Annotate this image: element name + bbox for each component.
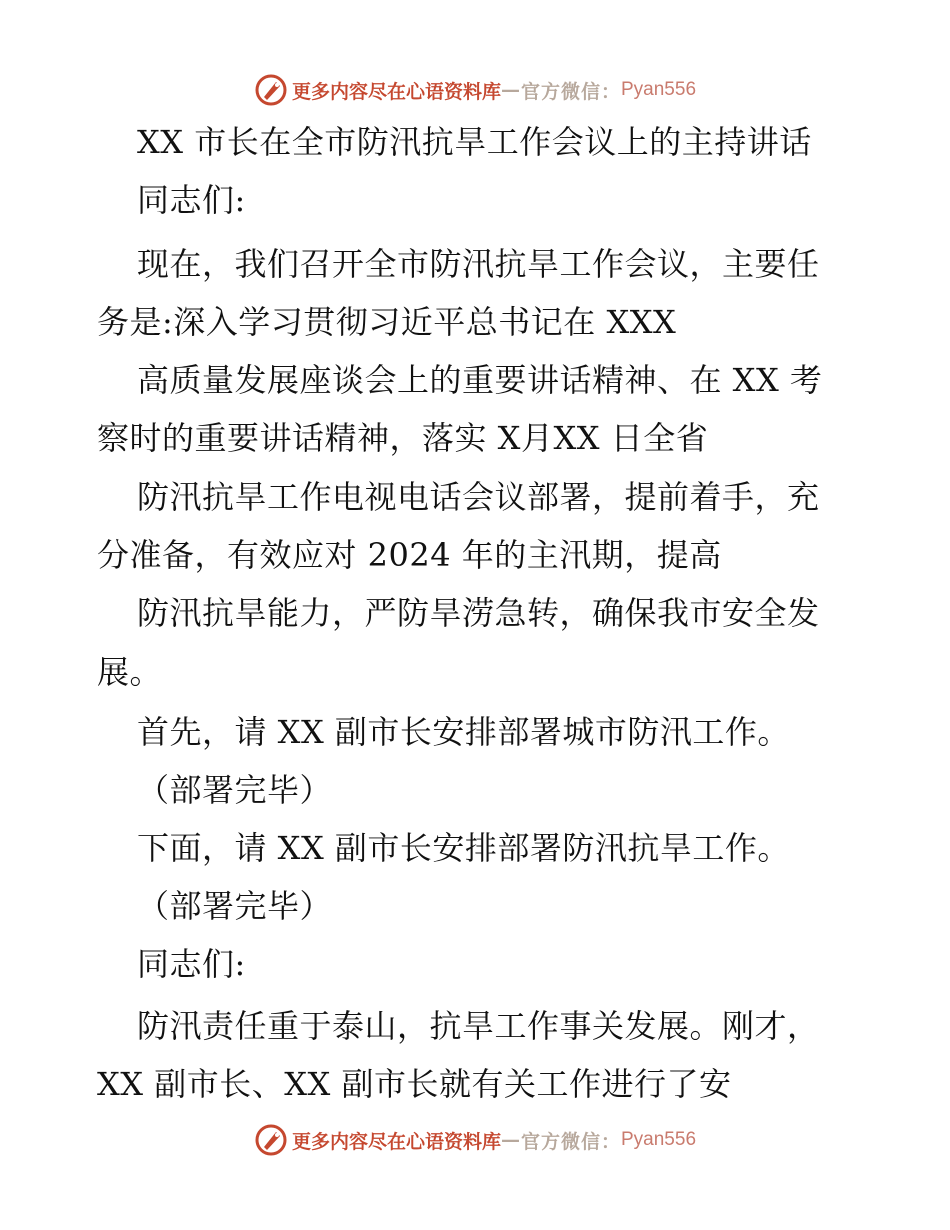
banner-wechat-id: Pyan556 (621, 1129, 697, 1150)
pen-nib-logo-icon (254, 1123, 288, 1157)
banner-wechat-label: 官方微信： (520, 80, 621, 103)
paragraph-line: XX 副市长、XX 副市长就有关工作进行了安 (97, 1065, 732, 1103)
banner-wechat-label: 官方微信： (520, 1130, 621, 1153)
banner-main-text: 更多内容尽在心语资料库 (291, 80, 501, 103)
paragraph-line: 防汛抗旱工作电视电话会议部署，提前着手，充 (137, 478, 820, 516)
paragraph-line: 下面，请 XX 副市长安排部署防汛抗旱工作。 (137, 829, 790, 867)
banner-main-text: 更多内容尽在心语资料库 (291, 1130, 501, 1153)
paragraph-line: 防汛抗旱能力，严防旱涝急转，确保我市安全发 (137, 594, 820, 632)
paragraph-line: 察时的重要讲话精神，落实 X月XX 日全省 (97, 419, 709, 457)
header-banner (0, 70, 950, 110)
banner-separator: — (500, 1129, 521, 1151)
paragraph-line: （部署完毕） (137, 771, 333, 809)
pen-nib-logo-icon (254, 73, 288, 107)
paragraph-line: （部署完毕） (137, 887, 333, 925)
paragraph-line: 同志们: (137, 945, 246, 983)
paragraph-line: 现在，我们召开全市防汛抗旱工作会议，主要任 (137, 245, 820, 283)
paragraph-line: 同志们: (137, 181, 246, 219)
paragraph-line: 分准备，有效应对 2024 年的主汛期，提高 (97, 536, 722, 574)
paragraph-line: 首先，请 XX 副市长安排部署城市防汛工作。 (137, 713, 790, 751)
paragraph-line: 务是:深入学习贯彻习近平总书记在 XXX (97, 303, 677, 341)
paragraph-line: 防汛责任重于泰山，抗旱工作事关发展。刚才， (137, 1007, 820, 1045)
banner-wechat-id: Pyan556 (621, 79, 697, 100)
paragraph-line: 展。 (97, 653, 163, 691)
banner-separator: — (500, 79, 521, 101)
footer-banner (0, 1120, 950, 1160)
document-title: XX 市长在全市防汛抗旱工作会议上的主持讲话 (137, 123, 812, 161)
paragraph-line: 高质量发展座谈会上的重要讲话精神、在 XX 考 (137, 361, 823, 399)
